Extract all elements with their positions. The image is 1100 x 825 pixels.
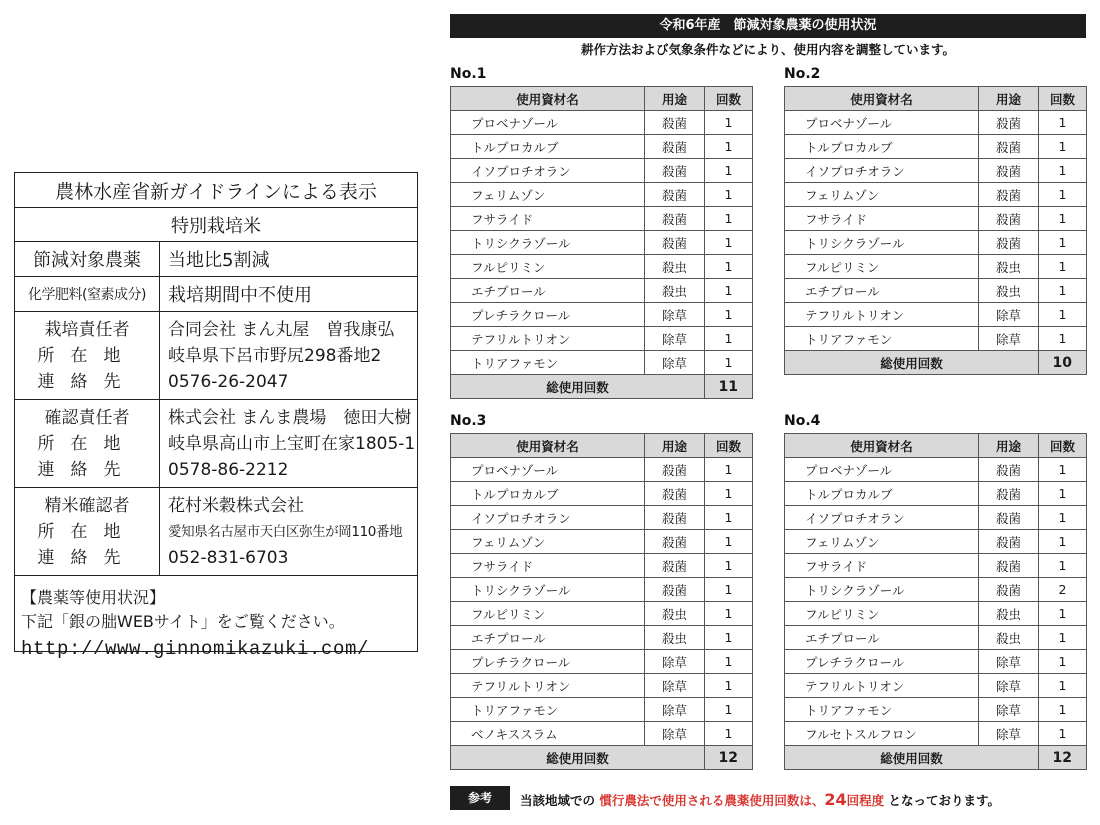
usage-banner: 令和6年産 節減対象農薬の使用状況	[450, 14, 1086, 38]
count-cell: 1	[1039, 674, 1087, 698]
count-cell: 1	[1039, 482, 1087, 506]
material-cell: イソプロチオラン	[451, 506, 645, 530]
use-cell: 殺菌	[645, 554, 705, 578]
count-cell: 1	[705, 111, 753, 135]
material-cell: トリシクラゾール	[785, 231, 979, 255]
table-title: No.4	[784, 413, 821, 429]
count-cell: 1	[705, 159, 753, 183]
use-cell: 除草	[645, 722, 705, 746]
material-cell: トルプロカルブ	[785, 482, 979, 506]
count-cell: 1	[1039, 327, 1087, 351]
reference-text-after: となっております。	[888, 793, 1001, 808]
use-cell: 殺虫	[645, 602, 705, 626]
material-cell: エチプロール	[785, 626, 979, 650]
table-row	[785, 183, 1087, 207]
material-cell: トリシクラゾール	[451, 231, 645, 255]
table-row	[451, 159, 753, 183]
use-cell: 殺菌	[979, 135, 1039, 159]
use-cell: 殺菌	[645, 578, 705, 602]
material-cell: プレチラクロール	[785, 650, 979, 674]
count-cell: 1	[705, 231, 753, 255]
count-cell: 1	[1039, 458, 1087, 482]
material-cell: プロベナゾール	[451, 458, 645, 482]
label-block-grower-keys	[15, 312, 160, 400]
total-row	[451, 375, 753, 399]
label-notes	[15, 576, 417, 664]
website-note: 下記「銀の朏WEBサイト」をご覧ください。	[21, 612, 345, 631]
material-cell: フサライド	[451, 554, 645, 578]
material-cell: テフリルトリオン	[785, 674, 979, 698]
count-cell: 1	[705, 183, 753, 207]
use-cell: 殺菌	[645, 506, 705, 530]
table-row	[785, 674, 1087, 698]
use-cell: 殺菌	[979, 458, 1039, 482]
total-label: 総使用回数	[785, 746, 1039, 770]
reference-text-before: 当該地域での	[520, 793, 596, 808]
count-cell: 1	[705, 554, 753, 578]
table-row	[451, 135, 753, 159]
table-header-row	[785, 87, 1087, 111]
table-row	[451, 255, 753, 279]
table-row	[785, 602, 1087, 626]
use-cell: 除草	[645, 351, 705, 375]
miller-contact-key: 連絡先	[37, 548, 137, 568]
table-row	[785, 482, 1087, 506]
total-label: 総使用回数	[785, 351, 1039, 375]
label-block-checker-values	[160, 400, 418, 488]
total-count: 10	[1039, 351, 1087, 375]
count-cell: 1	[705, 255, 753, 279]
count-cell: 1	[1039, 722, 1087, 746]
label-header-rice-type: 特別栽培米	[15, 208, 417, 242]
use-cell: 殺菌	[645, 482, 705, 506]
material-cell: トリシクラゾール	[451, 578, 645, 602]
table-row	[785, 111, 1087, 135]
material-cell: エチプロール	[451, 626, 645, 650]
material-cell: ベノキススラム	[451, 722, 645, 746]
material-cell: トリアファモン	[451, 351, 645, 375]
use-cell: 殺菌	[645, 159, 705, 183]
use-cell: 殺菌	[979, 578, 1039, 602]
use-cell: 除草	[979, 327, 1039, 351]
table-row	[451, 698, 753, 722]
material-cell: テフリルトリオン	[451, 327, 645, 351]
count-cell: 1	[705, 458, 753, 482]
count-cell: 1	[705, 530, 753, 554]
table-row	[785, 554, 1087, 578]
label-block-miller-keys	[15, 488, 160, 576]
count-cell: 1	[705, 135, 753, 159]
table-row	[451, 279, 753, 303]
total-label: 総使用回数	[451, 375, 705, 399]
count-cell: 1	[705, 698, 753, 722]
count-cell: 2	[1039, 578, 1087, 602]
header-use: 用途	[979, 87, 1039, 111]
table-row	[785, 135, 1087, 159]
count-cell: 1	[1039, 530, 1087, 554]
table-row	[785, 578, 1087, 602]
use-cell: 殺菌	[645, 183, 705, 207]
table-title: No.2	[784, 66, 821, 82]
material-cell: フルピリミン	[785, 602, 979, 626]
use-cell: 除草	[979, 674, 1039, 698]
count-cell: 1	[705, 674, 753, 698]
use-cell: 殺菌	[979, 111, 1039, 135]
material-cell: テフリルトリオン	[451, 674, 645, 698]
header-use: 用途	[645, 434, 705, 458]
table-row	[785, 303, 1087, 327]
checker-contact-key: 連絡先	[37, 460, 137, 480]
header-use: 用途	[979, 434, 1039, 458]
table-row	[785, 231, 1087, 255]
use-cell: 殺菌	[645, 135, 705, 159]
use-cell: 殺菌	[979, 207, 1039, 231]
use-cell: 除草	[645, 327, 705, 351]
table-row	[451, 602, 753, 626]
usage-table	[450, 86, 753, 399]
label-block-checker-keys	[15, 400, 160, 488]
count-cell: 1	[1039, 159, 1087, 183]
table-row	[451, 231, 753, 255]
table-row	[451, 506, 753, 530]
use-cell: 除草	[979, 650, 1039, 674]
material-cell: プロベナゾール	[785, 111, 979, 135]
grower-contact-key: 連絡先	[37, 372, 137, 392]
use-cell: 殺菌	[979, 506, 1039, 530]
material-cell: フルピリミン	[451, 255, 645, 279]
use-cell: 殺菌	[645, 207, 705, 231]
use-cell: 殺菌	[645, 458, 705, 482]
grower-role: 栽培責任者	[44, 320, 130, 340]
table-row	[451, 626, 753, 650]
header-use: 用途	[645, 87, 705, 111]
miller-role: 精米確認者	[44, 496, 130, 516]
table-row	[451, 458, 753, 482]
material-cell: フェリムゾン	[785, 183, 979, 207]
table-row	[785, 327, 1087, 351]
use-cell: 殺虫	[979, 626, 1039, 650]
material-cell: フサライド	[451, 207, 645, 231]
table-row	[451, 111, 753, 135]
use-cell: 殺虫	[645, 626, 705, 650]
count-cell: 1	[1039, 111, 1087, 135]
use-cell: 除草	[645, 674, 705, 698]
label-block-grower-values	[160, 312, 418, 400]
count-cell: 1	[1039, 698, 1087, 722]
table-row	[451, 578, 753, 602]
count-cell: 1	[1039, 279, 1087, 303]
material-cell: トルプロカルブ	[785, 135, 979, 159]
table-row	[785, 722, 1087, 746]
table-row	[451, 207, 753, 231]
material-cell: テフリルトリオン	[785, 303, 979, 327]
header-material: 使用資材名	[785, 434, 979, 458]
table-row	[785, 159, 1087, 183]
table-header-row	[451, 434, 753, 458]
count-cell: 1	[705, 279, 753, 303]
count-cell: 1	[1039, 207, 1087, 231]
table-row	[451, 530, 753, 554]
material-cell: フェリムゾン	[785, 530, 979, 554]
header-material: 使用資材名	[451, 434, 645, 458]
count-cell: 1	[1039, 506, 1087, 530]
table-row	[785, 279, 1087, 303]
use-cell: 殺菌	[979, 482, 1039, 506]
grower-location-key: 所在地	[37, 346, 137, 366]
miller-location-key: 所在地	[37, 522, 137, 542]
table-header-row	[451, 87, 753, 111]
count-cell: 1	[705, 351, 753, 375]
material-cell: フルセトスルフロン	[785, 722, 979, 746]
count-cell: 1	[705, 722, 753, 746]
label-key-pesticide: 節減対象農薬	[15, 242, 160, 277]
use-cell: 殺虫	[979, 255, 1039, 279]
product-label	[14, 172, 418, 660]
material-cell: フェリムゾン	[451, 183, 645, 207]
grower-phone: 0576-26-2047	[168, 372, 289, 392]
table-row	[451, 351, 753, 375]
count-cell: 1	[1039, 554, 1087, 578]
header-count: 回数	[705, 87, 753, 111]
total-row	[451, 746, 753, 770]
label-value-pesticide: 当地比5割減	[160, 242, 418, 277]
use-cell: 殺菌	[979, 530, 1039, 554]
label-header-guideline: 農林水産省新ガイドラインによる表示	[15, 173, 417, 208]
material-cell: フルピリミン	[451, 602, 645, 626]
count-cell: 1	[705, 327, 753, 351]
material-cell: プレチラクロール	[451, 650, 645, 674]
material-cell: エチプロール	[785, 279, 979, 303]
table-row	[785, 626, 1087, 650]
material-cell: トリアファモン	[451, 698, 645, 722]
table-row	[451, 674, 753, 698]
count-cell: 1	[705, 303, 753, 327]
material-cell: トリアファモン	[785, 327, 979, 351]
usage-table	[784, 86, 1087, 375]
table-row	[451, 327, 753, 351]
material-cell: フルピリミン	[785, 255, 979, 279]
use-cell: 除草	[645, 698, 705, 722]
count-cell: 1	[1039, 602, 1087, 626]
usage-table	[784, 433, 1087, 770]
table-row	[785, 698, 1087, 722]
use-cell: 殺菌	[979, 231, 1039, 255]
material-cell: エチプロール	[451, 279, 645, 303]
count-cell: 1	[1039, 255, 1087, 279]
count-cell: 1	[705, 482, 753, 506]
material-cell: フサライド	[785, 207, 979, 231]
material-cell: プレチラクロール	[451, 303, 645, 327]
reference-text-red2: 回程度	[846, 793, 885, 808]
count-cell: 1	[705, 506, 753, 530]
reference-count: 24	[824, 790, 847, 809]
miller-name: 花村米穀株式会社	[168, 496, 304, 516]
material-cell: トリシクラゾール	[785, 578, 979, 602]
total-count: 12	[705, 746, 753, 770]
use-cell: 殺菌	[979, 554, 1039, 578]
use-cell: 殺虫	[645, 255, 705, 279]
count-cell: 1	[705, 650, 753, 674]
count-cell: 1	[1039, 183, 1087, 207]
total-count: 12	[1039, 746, 1087, 770]
material-cell: フサライド	[785, 554, 979, 578]
table-row	[451, 482, 753, 506]
table-title: No.3	[450, 413, 487, 429]
use-cell: 殺虫	[979, 279, 1039, 303]
website-url: http://www.ginnomikazuki.com/	[21, 638, 370, 660]
table-row	[451, 650, 753, 674]
checker-phone: 0578-86-2212	[168, 460, 289, 480]
miller-phone: 052-831-6703	[168, 548, 289, 568]
table-row	[451, 303, 753, 327]
table-row	[451, 183, 753, 207]
count-cell: 1	[1039, 231, 1087, 255]
header-count: 回数	[1039, 434, 1087, 458]
checker-address: 岐阜県高山市上宝町在家1805-1	[168, 434, 416, 454]
count-cell: 1	[1039, 303, 1087, 327]
usage-table	[450, 433, 753, 770]
total-label: 総使用回数	[451, 746, 705, 770]
use-cell: 除草	[645, 303, 705, 327]
material-cell: プロベナゾール	[785, 458, 979, 482]
count-cell: 1	[1039, 650, 1087, 674]
material-cell: トリアファモン	[785, 698, 979, 722]
checker-location-key: 所在地	[37, 434, 137, 454]
use-cell: 除草	[979, 303, 1039, 327]
use-cell: 殺菌	[645, 231, 705, 255]
grower-name: 合同会社 まん丸屋 曽我康弘	[168, 320, 395, 340]
table-header-row	[785, 434, 1087, 458]
material-cell: イソプロチオラン	[785, 506, 979, 530]
header-count: 回数	[1039, 87, 1087, 111]
use-cell: 除草	[645, 650, 705, 674]
usage-subtitle: 耕作方法および気象条件などにより、使用内容を調整しています。	[580, 42, 955, 57]
material-cell: トルプロカルブ	[451, 482, 645, 506]
count-cell: 1	[1039, 135, 1087, 159]
table-row	[785, 530, 1087, 554]
table-row	[451, 554, 753, 578]
material-cell: フェリムゾン	[451, 530, 645, 554]
pesticide-usage-heading: 【農薬等使用状況】	[21, 588, 166, 607]
count-cell: 1	[705, 602, 753, 626]
checker-role: 確認責任者	[44, 408, 130, 428]
material-cell: トルプロカルブ	[451, 135, 645, 159]
total-row	[785, 351, 1087, 375]
material-cell: プロベナゾール	[451, 111, 645, 135]
use-cell: 除草	[979, 722, 1039, 746]
table-row	[785, 650, 1087, 674]
table-row	[785, 255, 1087, 279]
count-cell: 1	[705, 626, 753, 650]
checker-name: 株式会社 まんま農場 徳田大樹	[168, 408, 412, 428]
table-row	[785, 207, 1087, 231]
reference-text	[520, 790, 1000, 809]
use-cell: 殺菌	[645, 530, 705, 554]
use-cell: 殺菌	[979, 183, 1039, 207]
reference-text-red1: 慣行農法で使用される農薬使用回数は、	[599, 793, 825, 808]
table-row	[785, 458, 1087, 482]
use-cell: 殺虫	[979, 602, 1039, 626]
miller-address: 愛知県名古屋市天白区弥生が岡110番地	[168, 524, 403, 540]
header-material: 使用資材名	[451, 87, 645, 111]
header-material: 使用資材名	[785, 87, 979, 111]
use-cell: 除草	[979, 698, 1039, 722]
reference-badge: 参考	[450, 786, 510, 810]
use-cell: 殺菌	[645, 111, 705, 135]
header-count: 回数	[705, 434, 753, 458]
count-cell: 1	[1039, 626, 1087, 650]
label-value-fertilizer: 栽培期間中不使用	[160, 277, 418, 312]
label-table	[15, 173, 417, 576]
count-cell: 1	[705, 207, 753, 231]
total-row	[785, 746, 1087, 770]
material-cell: イソプロチオラン	[451, 159, 645, 183]
table-title: No.1	[450, 66, 487, 82]
table-row	[785, 506, 1087, 530]
grower-address: 岐阜県下呂市野尻298番地2	[168, 346, 382, 366]
label-block-miller-values	[160, 488, 418, 576]
count-cell: 1	[705, 578, 753, 602]
table-row	[451, 722, 753, 746]
use-cell: 殺菌	[979, 159, 1039, 183]
material-cell: イソプロチオラン	[785, 159, 979, 183]
total-count: 11	[705, 375, 753, 399]
use-cell: 殺虫	[645, 279, 705, 303]
label-key-fertilizer: 化学肥料(窒素成分)	[15, 277, 160, 312]
